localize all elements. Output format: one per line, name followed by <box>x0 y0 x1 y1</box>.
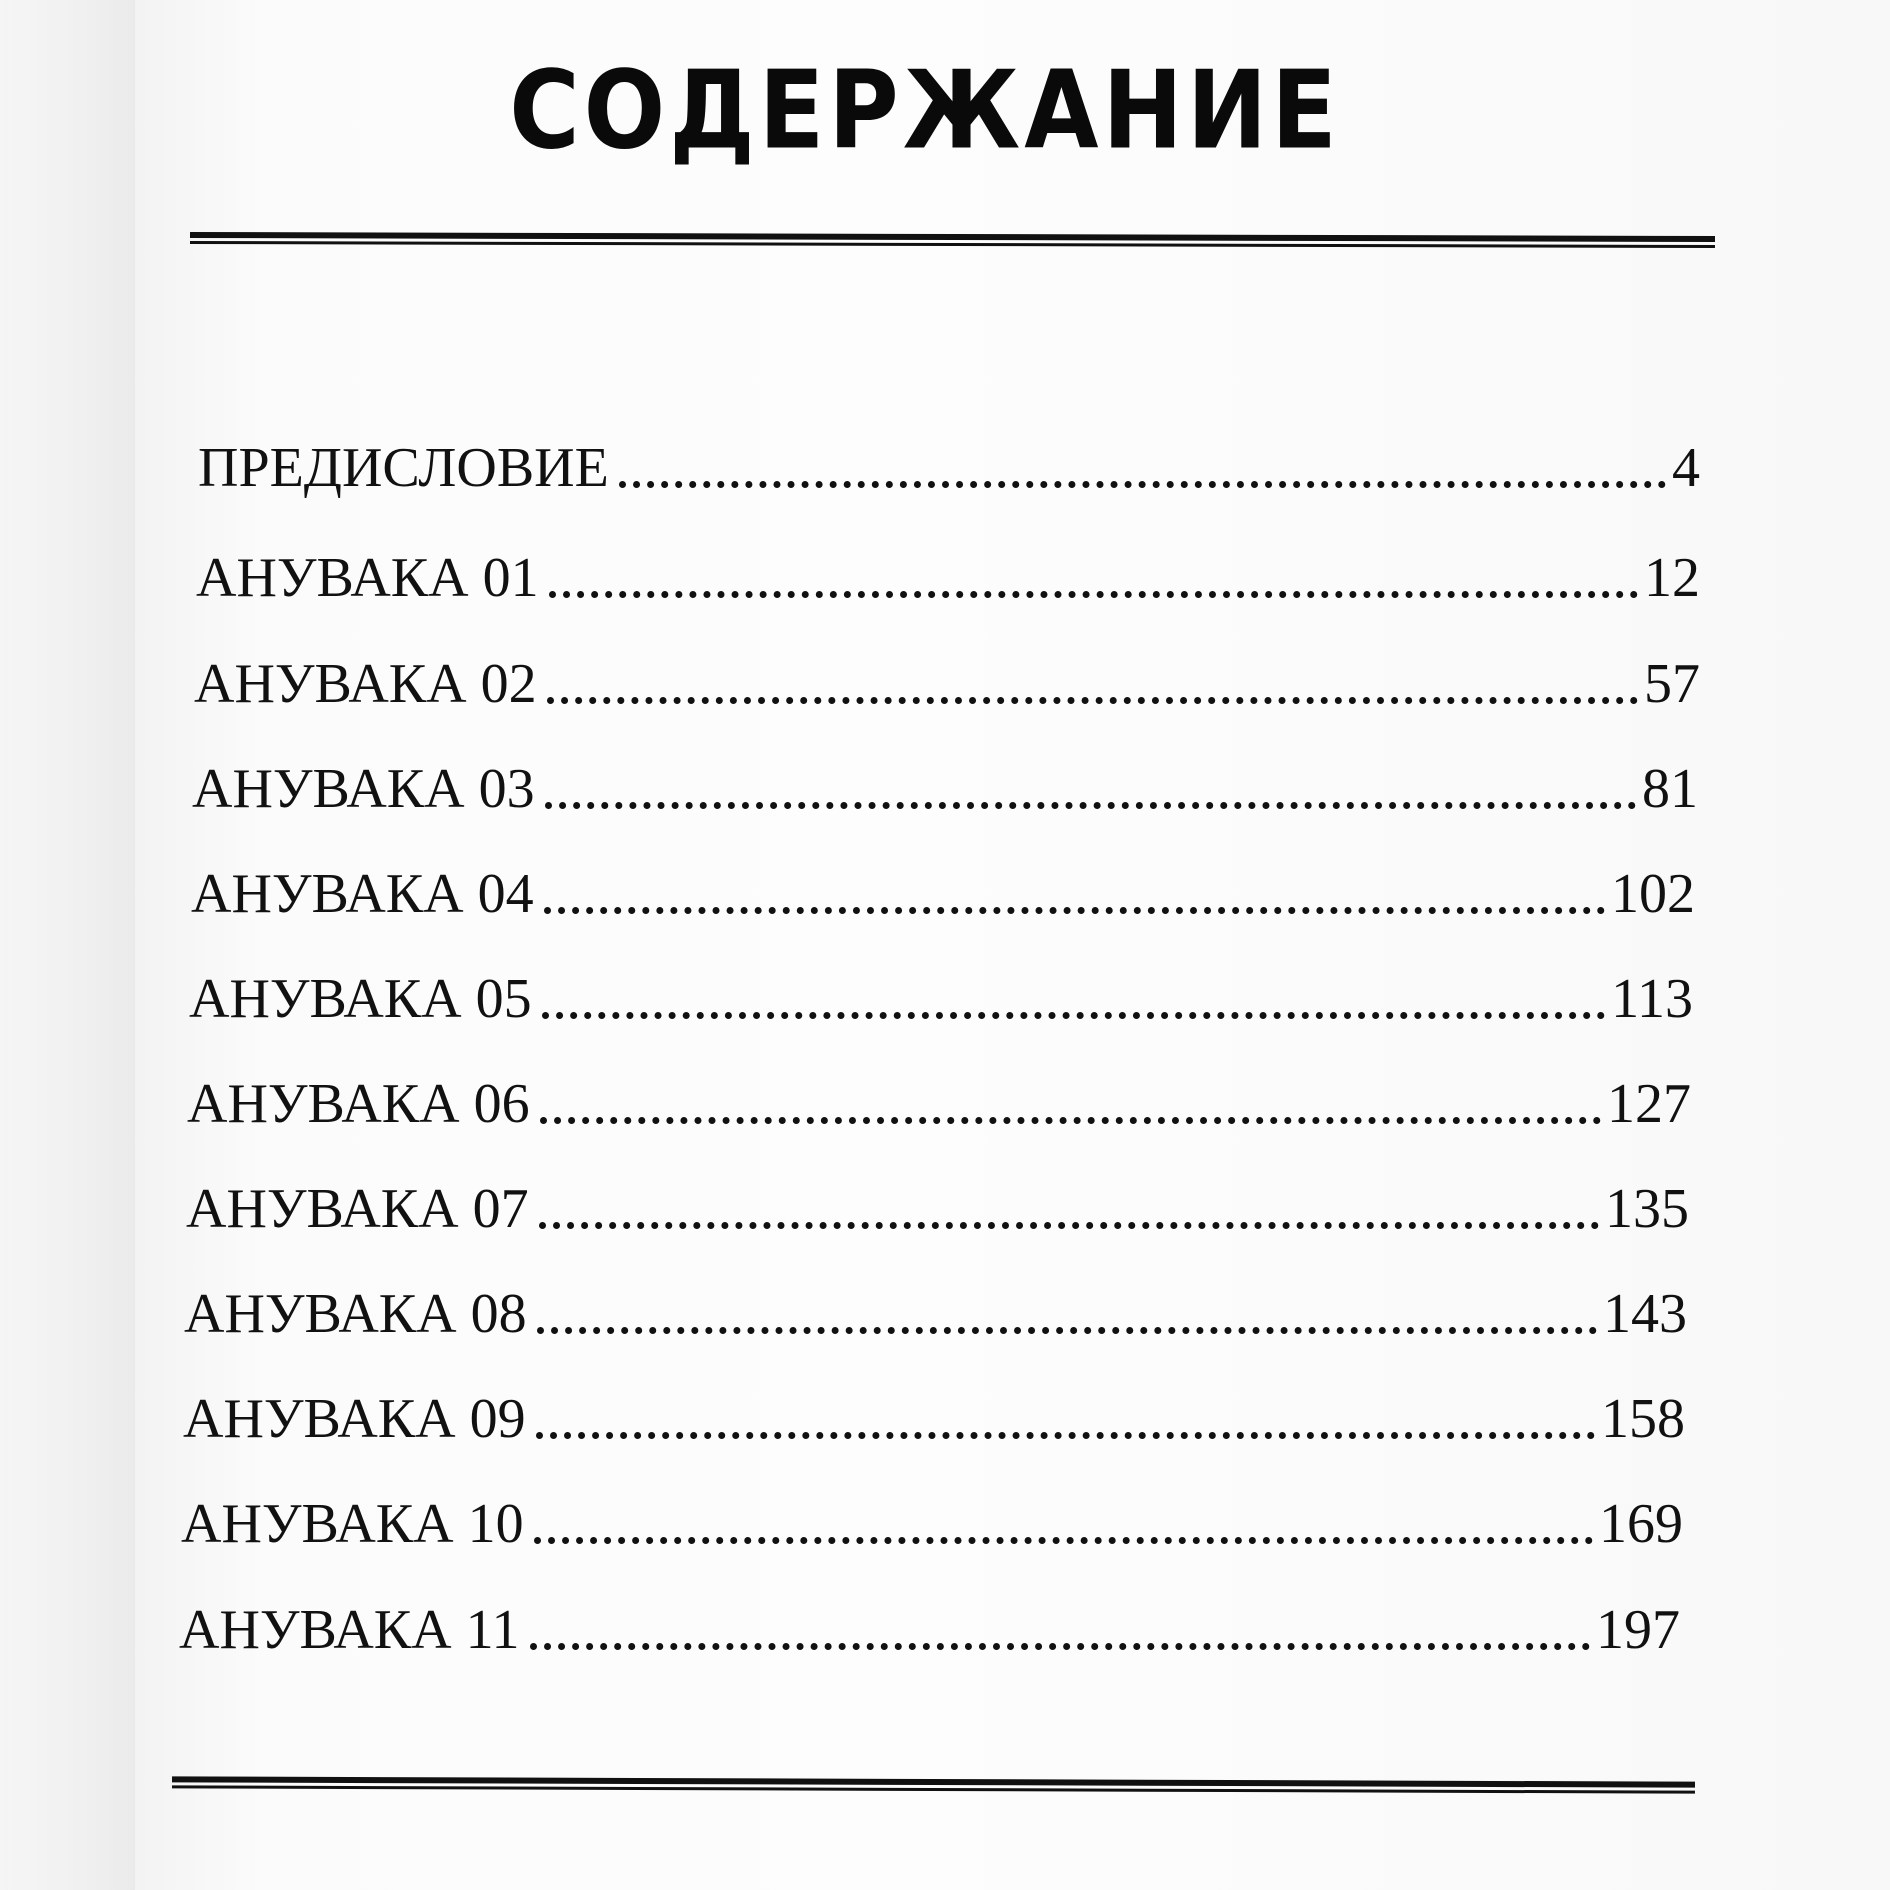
toc-entry[interactable] <box>194 640 1700 715</box>
toc-entry[interactable] <box>198 424 1700 499</box>
page-title: СОДЕРЖАНИЕ <box>509 48 1341 174</box>
toc-entry-label: АНУВАКА 11 <box>179 1599 520 1661</box>
toc-entry-label: АНУВАКА 04 <box>191 863 534 925</box>
toc-entry-page-number: 12 <box>1644 547 1700 609</box>
toc-entry-label: ПРЕДИСЛОВИЕ <box>198 437 609 499</box>
toc-entry-label: АНУВАКА 08 <box>184 1283 527 1345</box>
toc-entry-page-number: 102 <box>1611 863 1695 925</box>
toc-entry[interactable] <box>189 955 1693 1030</box>
dot-leader <box>537 1327 1597 1334</box>
toc-entry-page-number: 81 <box>1642 758 1698 820</box>
dot-leader <box>530 1643 1590 1650</box>
toc-entry-page-number: 143 <box>1603 1283 1687 1345</box>
dot-leader <box>536 1432 1595 1439</box>
dot-leader <box>539 1222 1599 1229</box>
toc-entry[interactable] <box>196 534 1700 609</box>
toc-entry-page-number: 57 <box>1644 653 1700 715</box>
toc-entry-label: АНУВАКА 06 <box>187 1073 530 1135</box>
dot-leader <box>534 1537 1593 1544</box>
toc-entry-page-number: 158 <box>1601 1388 1685 1450</box>
toc-entry-page-number: 127 <box>1607 1073 1691 1135</box>
dot-leader <box>544 907 1605 914</box>
toc-entry-label: АНУВАКА 07 <box>186 1178 529 1240</box>
dot-leader <box>547 697 1638 704</box>
toc-entry-page-number: 135 <box>1605 1178 1689 1240</box>
toc-entry[interactable] <box>187 1060 1691 1135</box>
dot-leader <box>540 1117 1601 1124</box>
dot-leader <box>619 481 1666 488</box>
toc-entry-label: АНУВАКА 05 <box>189 968 532 1030</box>
toc-entry-page-number: 4 <box>1672 437 1700 499</box>
toc-entry-page-number: 113 <box>1611 968 1693 1030</box>
toc-entry-label: АНУВАКА 01 <box>196 547 539 609</box>
toc-entry-label: АНУВАКА 10 <box>181 1493 524 1555</box>
toc-entry-page-number: 197 <box>1596 1599 1680 1661</box>
toc-entry[interactable] <box>184 1270 1687 1345</box>
dot-leader <box>549 591 1638 598</box>
dot-leader <box>542 1012 1605 1019</box>
toc-entry-label: АНУВАКА 03 <box>192 758 535 820</box>
toc-entry-label: АНУВАКА 02 <box>194 653 537 715</box>
toc-entry[interactable] <box>191 850 1695 925</box>
toc-entry[interactable] <box>181 1480 1683 1555</box>
toc-entry[interactable] <box>183 1375 1685 1450</box>
toc-entry[interactable] <box>192 745 1698 820</box>
dot-leader <box>545 802 1636 809</box>
toc-entry-page-number: 169 <box>1599 1493 1683 1555</box>
toc-entry[interactable] <box>186 1165 1689 1240</box>
toc-entry[interactable] <box>179 1586 1680 1661</box>
toc-entry-label: АНУВАКА 09 <box>183 1388 526 1450</box>
